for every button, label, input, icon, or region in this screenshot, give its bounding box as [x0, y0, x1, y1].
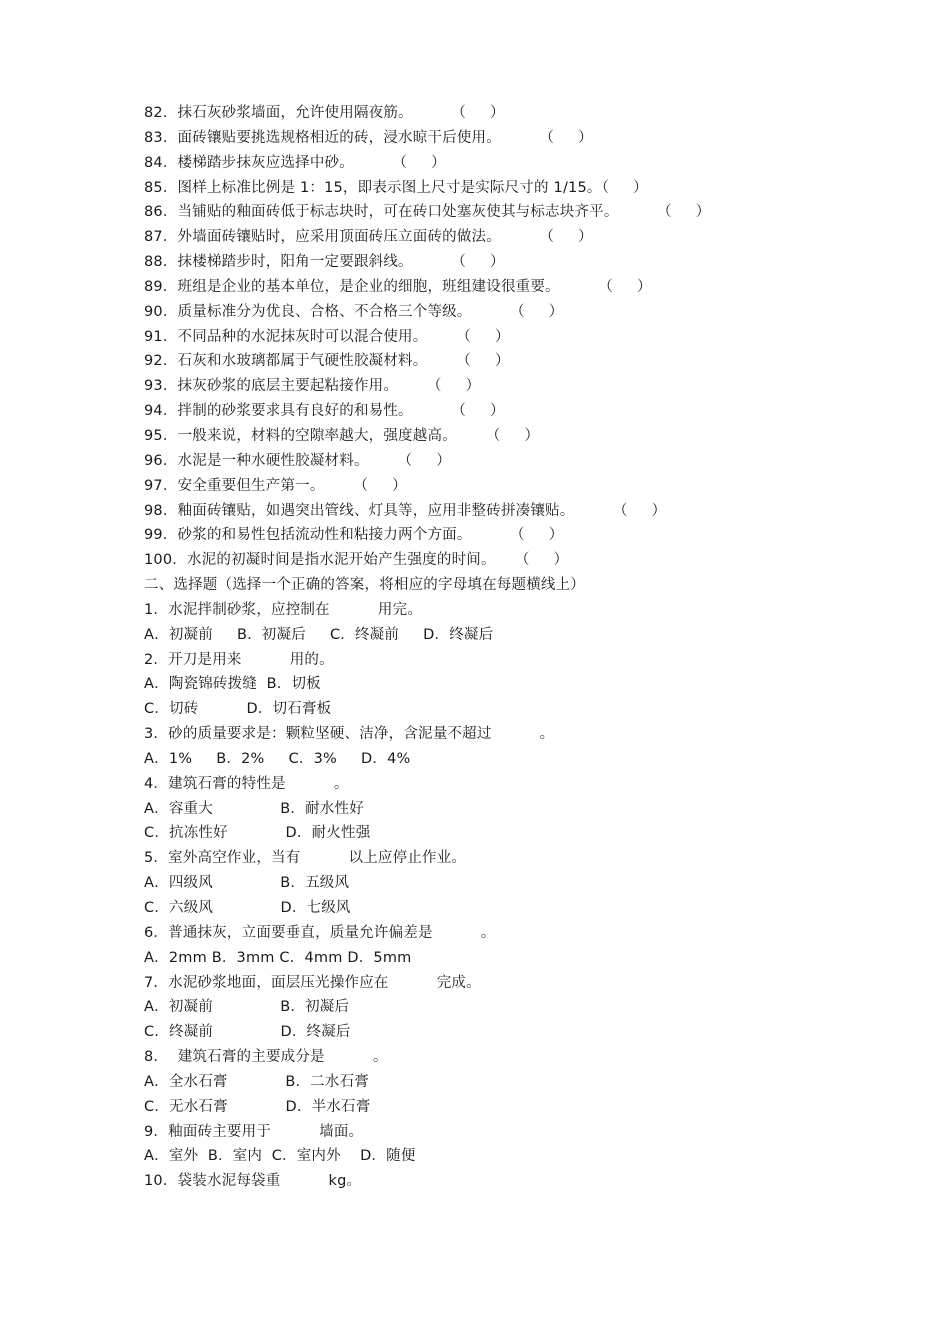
choice-options-5a: A．四级风 B．五级风	[144, 875, 350, 892]
question-95: 95．一般来说，材料的空隙率越大，强度越高。 （ ）	[144, 427, 540, 444]
question-90: 90．质量标准分为优良、合格、不合格三个等级。 （ ）	[144, 303, 564, 320]
question-97: 97．安全重要但生产第一。 （ ）	[144, 477, 407, 494]
question-94: 94．拌制的砂浆要求具有良好的和易性。 （ ）	[144, 403, 505, 420]
section-heading: 二、选择题（选择一个正确的答案，将相应的字母填在每题横线上）	[144, 577, 585, 594]
choice-question-9: 9．釉面砖主要用于 墙面。	[144, 1123, 364, 1140]
choice-options-6: A．2mm B．3mm C．4mm D．5mm	[144, 949, 412, 966]
choice-question-5: 5．室外高空作业，当有 以上应停止作业。	[144, 850, 467, 867]
choice-options-5b: C．六级风 D．七级风	[144, 900, 351, 916]
question-100: 100．水泥的初凝时间是指水泥开始产生强度的时间。 （ ）	[144, 552, 569, 569]
question-82: 82．抹石灰砂浆墙面，允许使用隔夜筋。 （ ）	[144, 105, 505, 121]
choice-question-2: 2．开刀是用来 用的。	[144, 651, 334, 668]
choice-question-6: 6．普通抹灰，立面要垂直，质量允许偏差是 。	[144, 924, 496, 941]
question-85: 85．图样上标准比例是 1：15，即表示图上尺寸是实际尺寸的 1/15。（ ）	[144, 179, 648, 196]
question-89: 89．班组是企业的基本单位，是企业的细胞，班组建设很重要。 （ ）	[144, 278, 652, 295]
choice-options-1: A．初凝前 B．初凝后 C．终凝前 D．终凝后	[144, 626, 494, 643]
choice-options-2a: A．陶瓷锦砖拨缝 B．切板	[144, 676, 321, 693]
choice-options-3: A．1% B．2% C．3% D．4%	[144, 750, 411, 767]
choice-options-8a: A．全水石膏 B．二水石膏	[144, 1073, 369, 1090]
choice-question-8: 8． 建筑石膏的主要成分是 。	[144, 1049, 388, 1066]
question-84: 84．楼梯踏步抹灰应选择中砂。 （ ）	[144, 154, 446, 171]
question-93: 93．抹灰砂浆的底层主要起粘接作用。 （ ）	[144, 378, 481, 395]
document-body	[144, 101, 924, 1194]
question-86: 86．当铺贴的釉面砖低于标志块时，可在砖口处塞灰使其与标志块齐平。 （ ）	[144, 204, 711, 221]
choice-options-8b: C．无水石膏 D．半水石膏	[144, 1098, 371, 1115]
choice-options-7b: C．终凝前 D．终凝后	[144, 1024, 351, 1041]
question-92: 92．石灰和水玻璃都属于气硬性胶凝材料。 （ ）	[144, 353, 510, 370]
question-87: 87．外墙面砖镶贴时，应采用顶面砖压立面砖的做法。 （ ）	[144, 229, 593, 246]
choice-options-4a: A．容重大 B．耐水性好	[144, 800, 364, 817]
question-99: 99．砂浆的和易性包括流动性和粘接力两个方面。 （ ）	[144, 527, 564, 544]
choice-question-10: 10．袋装水泥每袋重 kg。	[144, 1173, 362, 1190]
choice-question-4: 4．建筑石膏的特性是 。	[144, 775, 349, 792]
question-91: 91．不同品种的水泥抹灰时可以混合使用。 （ ）	[144, 328, 510, 345]
choice-question-7: 7．水泥砂浆地面，面层压光操作应在 完成。	[144, 974, 481, 991]
choice-options-2b: C．切砖 D．切石膏板	[144, 701, 332, 718]
question-83: 83．面砖镶贴要挑选规格相近的砖，浸水晾干后使用。 （ ）	[144, 129, 593, 146]
choice-question-3: 3．砂的质量要求是：颗粒坚硬、洁净，含泥量不超过 。	[144, 726, 555, 743]
question-96: 96．水泥是一种水硬性胶凝材料。 （ ）	[144, 452, 451, 469]
choice-question-1: 1．水泥拌制砂浆，应控制在 用完。	[144, 601, 423, 618]
choice-options-9: A．室外 B．室内 C．室内外 D．随便	[144, 1148, 416, 1165]
choice-options-7a: A．初凝前 B．初凝后	[144, 999, 350, 1016]
choice-options-4b: C．抗冻性好 D．耐火性强	[144, 825, 371, 842]
question-88: 88．抹楼梯踏步时，阳角一定要跟斜线。 （ ）	[144, 254, 505, 271]
question-98: 98．釉面砖镶贴，如遇突出管线、灯具等，应用非整砖拼凑镶贴。 （ ）	[144, 502, 667, 519]
